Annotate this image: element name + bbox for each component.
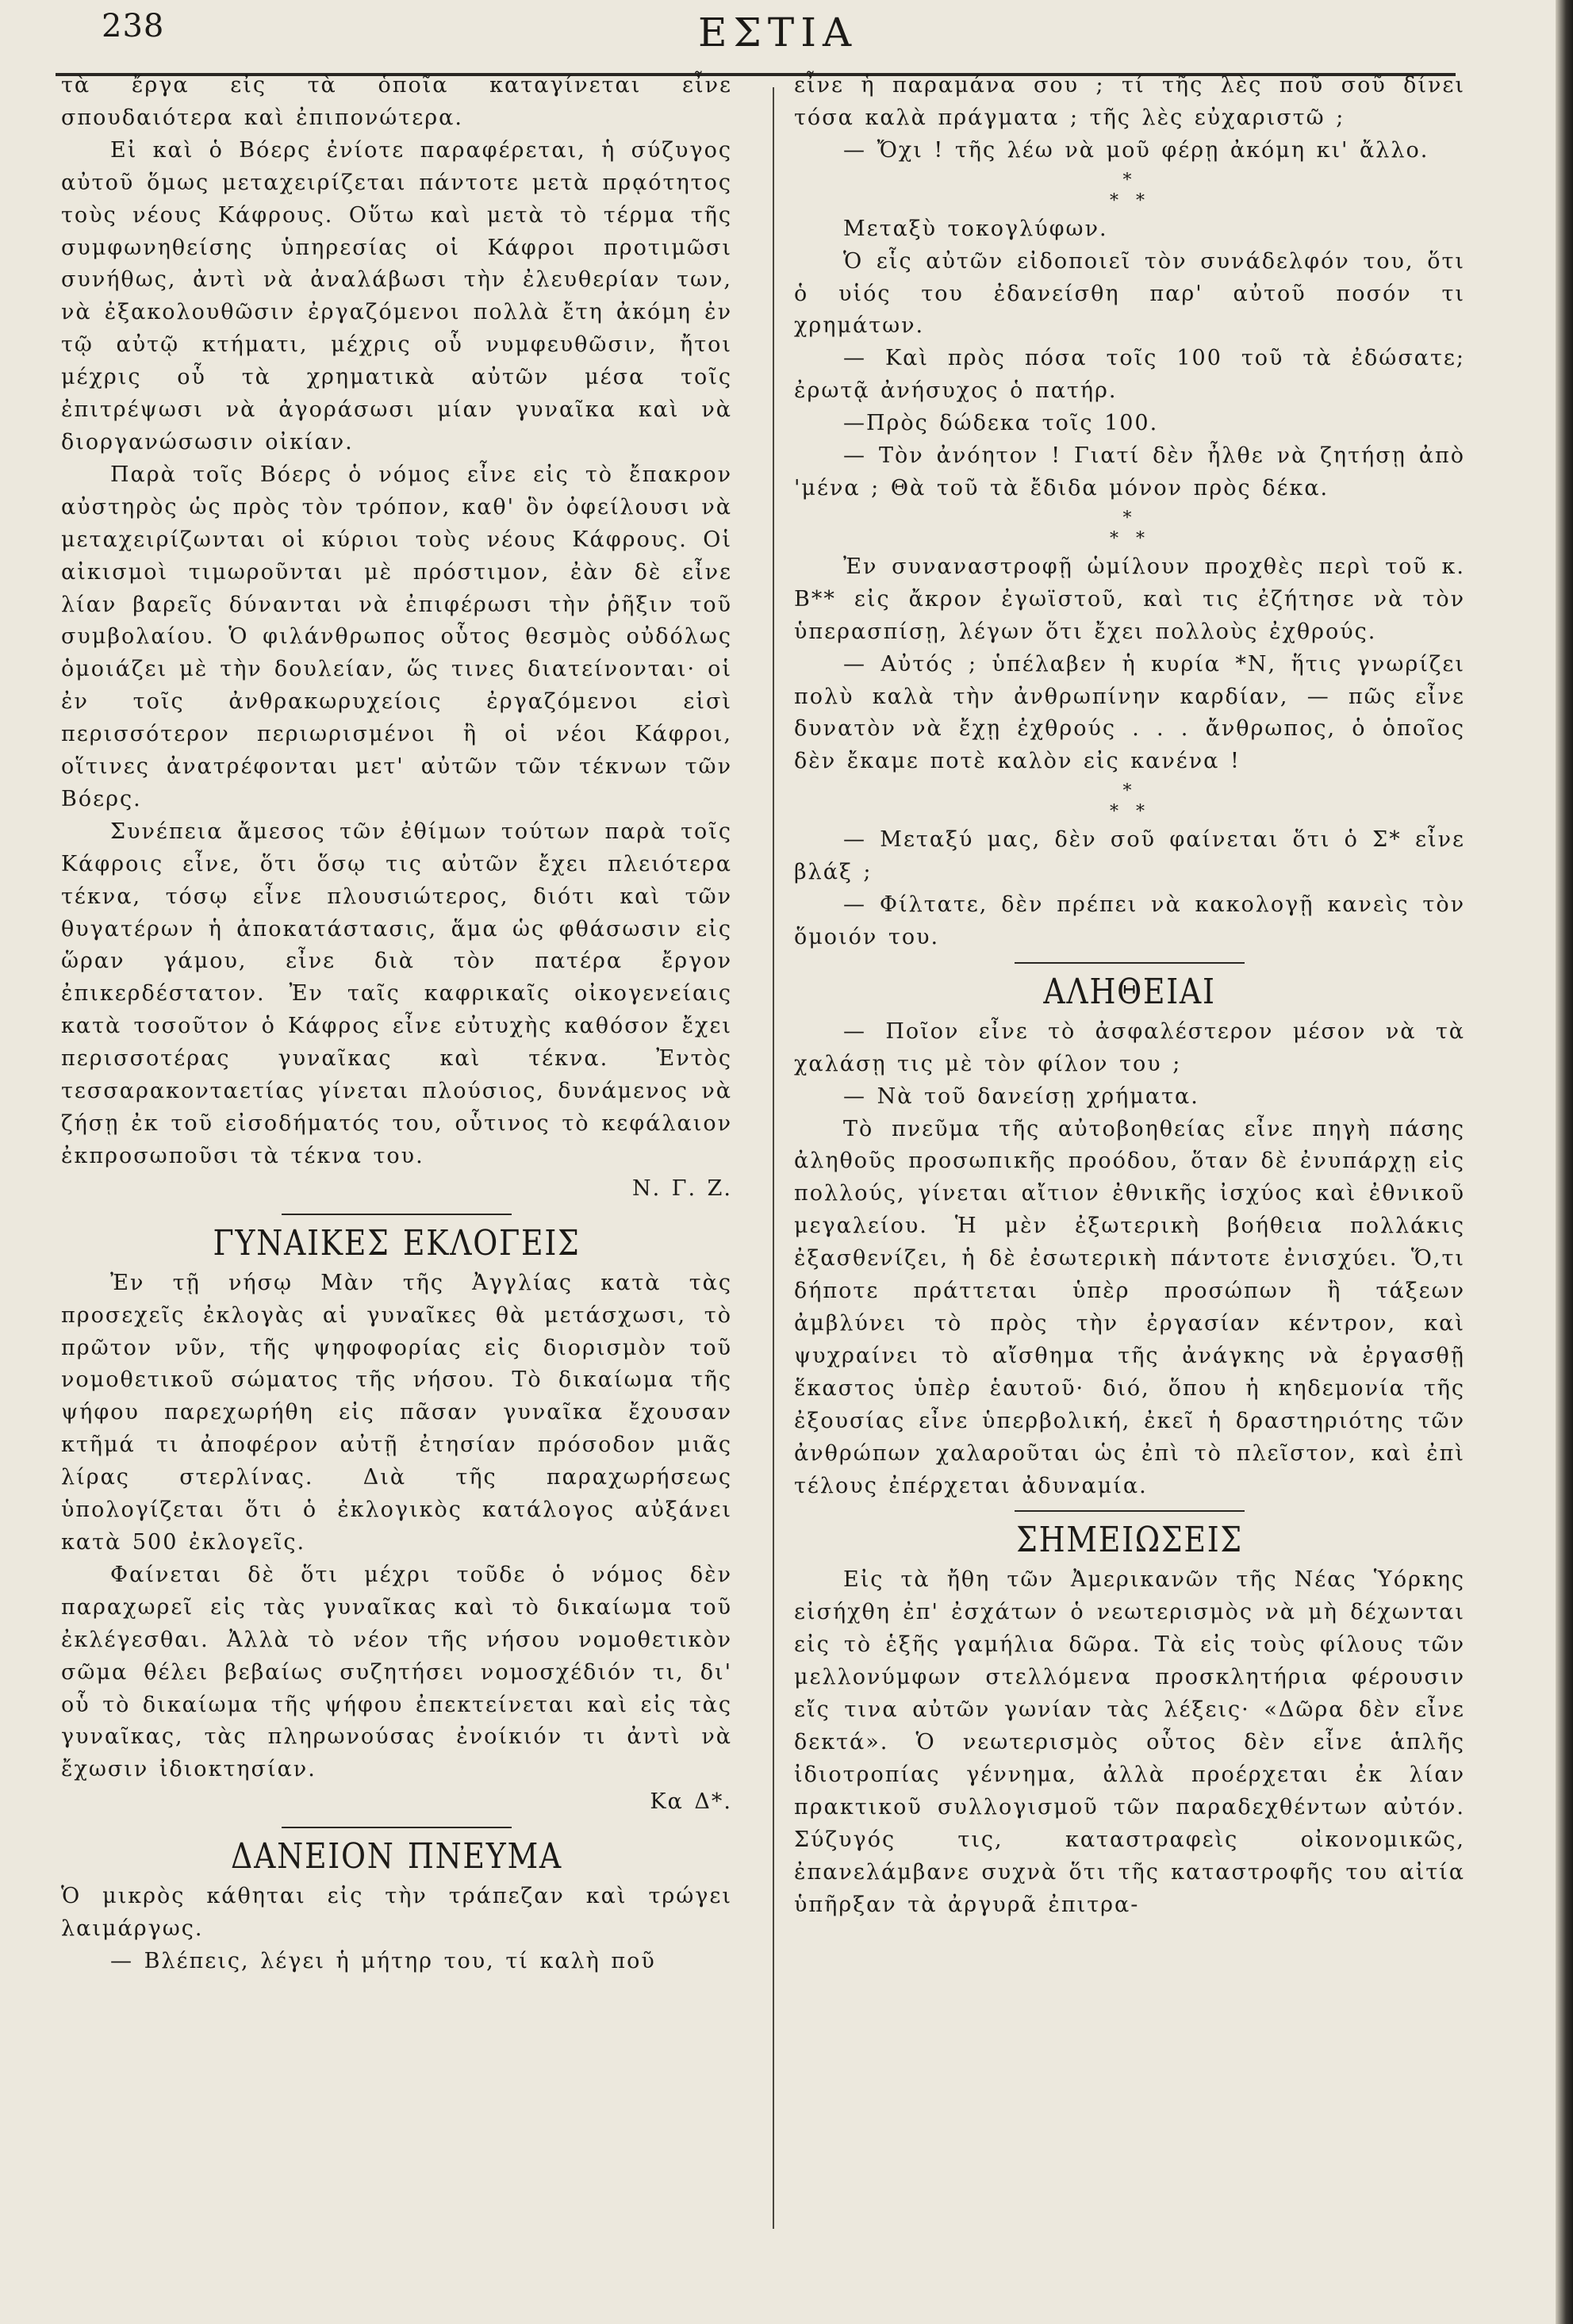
article-signature: Ν. Γ. Ζ. [631, 1175, 732, 1201]
left-column [61, 70, 732, 1978]
paragraph: — Τὸν ἀνόητον ! Γιατί δὲν ἦλθε νὰ ζητήσῃ ἀπὸ 'μένα ; Θὰ τοῦ τὰ ἔδιδα μόνον πρὸς δέκα. [794, 443, 1465, 500]
paragraph: Εἰ καὶ ὁ Βόερς ἐνίοτε παραφέρεται, ἡ σύζυγος αὐτοῦ ὅμως μεταχειρίζεται πάντοτε μετὰ πρᾳότητος τοὺς νέους Κάφρους. Οὕτω καὶ μετὰ τὸ τέρμα τῆς συμφωνηθείσης ὑπηρεσίας οἱ Κάφροι προτιμῶσι συνήθως, ἀντὶ νὰ ἀναλάβωσι τὴν ἐλευθερίαν των, νὰ ἐξακολουθῶσιν ἐργαζόμενοι πολλὰ ἔτη ἀκόμη ἐν τῷ αὐτῷ κτήματι, μέχρις οὗ νυμφευθῶσιν, ἤτοι μέχρις οὗ τὰ χρηματικὰ αὐτῶν μέσα τοῖς ἐπιτρέψωσι νὰ ἀγοράσωσι μίαν γυναῖκα καὶ νὰ διοργανώσωσιν οἰκίαν. [61, 137, 732, 454]
paragraph: Εἰς τὰ ἤθη τῶν Ἀμερικανῶν τῆς Νέας Ὑόρκης εἰσήχθη ἐπ' ἐσχάτων ὁ νεωτερισμὸς νὰ μὴ δέχωνται εἰς τὸ ἑξῆς γαμήλια δῶρα. Τὰ εἰς τοὺς φίλους τῶν μελλονύμφων στελλόμενα προσκλητήρια φέρουσιν εἴς τινα αὐτῶν γωνίαν τὰς λέξεις· «Δῶρα δὲν εἶνε δεκτά». Ὁ νεωτερισμὸς οὗτος δὲν εἶνε ἁπλῆς ἰδιοτροπίας γέννημα, ἀλλὰ προέρχεται ἐκ λίαν πρακτικοῦ συλλογισμοῦ τῶν παραδεχθέντων αὐτόν. Σύζυγός τις, καταστραφεὶς οἰκονομικῶς, ἐπανελάμβανε συχνὰ ὅτι τῆς καταστροφῆς του αἰτία ὑπῆρξαν τὰ ἀργυρᾶ ἐπιτρα- [794, 1567, 1465, 1917]
paragraph: εἶνε ἡ παραμάνα σου ; τί τῆς λὲς ποῦ σοῦ δίνει τόσα καλὰ πράγματα ; τῆς λὲς εὐχαριστῶ ; [794, 73, 1465, 130]
paragraph: Φαίνεται δὲ ὅτι μέχρι τοῦδε ὁ νόμος δὲν παραχωρεῖ εἰς τὰς γυναῖκας καὶ τὸ δικαίωμα τοῦ ἐκλέγεσθαι. Ἀλλὰ τὸ νέον τῆς νήσου νομοθετικὸν σῶμα θέλει βεβαίως συζητήσει νομοσχέδιόν τι, δι' οὗ τὸ δικαίωμα τῆς ψήφου ἐπεκτείνεται καὶ εἰς τὰς γυναῖκας, τὰς πληρωνούσας ἐνοίκιόν τι ἀντὶ νὰ ἔχωσιν ἰδιοκτησίαν. [61, 1562, 732, 1782]
running-title: ΕΣΤΙΑ [698, 10, 858, 56]
section-heading: ΣΗΜΕΙΩΣΕΙΣ [1016, 1520, 1243, 1561]
column-divider [773, 87, 774, 2229]
asterism-separator: * * * [1110, 170, 1149, 211]
book-binding-edge [1556, 0, 1573, 2324]
paragraph: — Μεταξύ μας, δὲν σοῦ φαίνεται ὅτι ὁ Σ* εἶνε βλάξ ; [794, 827, 1465, 885]
asterism-separator: * * * [1110, 508, 1149, 549]
paragraph: — Νὰ τοῦ δανείσῃ χρήματα. [843, 1083, 1199, 1109]
section-heading: ΔΑΝΕΙΟΝ ΠΝΕΥΜΑ [231, 1836, 562, 1877]
right-column [794, 70, 1465, 1921]
section-rule [1015, 1510, 1245, 1512]
paragraph: — Βλέπεις, λέγει ἡ μήτηρ του, τί καλὴ ποῦ [110, 1948, 656, 1973]
paragraph: — Ὄχι ! τῆς λέω νὰ μοῦ φέρῃ ἀκόμη κι' ἄλλο. [843, 137, 1429, 163]
paragraph: — Αὐτός ; ὑπέλαβεν ἡ κυρία *Ν, ἥτις γνωρίζει πολὺ καλὰ τὴν ἀνθρωπίνην καρδίαν, — πῶς εἶνε δυνατὸν νὰ ἔχῃ ἐχθρούς . . . ἄνθρωπος, ὁ ὁποῖος δὲν ἔκαμε ποτὲ καλὸν εἰς κανένα ! [794, 651, 1465, 774]
paragraph: Τὸ πνεῦμα τῆς αὐτοβοηθείας εἶνε πηγὴ πάσης ἀληθοῦς προσωπικῆς προόδου, ὅταν δὲ ἐνυπάρχῃ εἰς πολλούς, γίνεται αἴτιον ἐθνικῆς ἰσχύος καὶ ἐθνικοῦ μεγαλείου. Ἡ μὲν ἐξωτερικὴ βοήθεια πολλάκις ἐξασθενίζει, ἡ δὲ ἐσωτερικὴ πάντοτε ἐνισχύει. Ὅ,τι δήποτε πράττεται ὑπὲρ προσώπων ἢ τάξεων ἀμβλύνει τὸ πρὸς τὴν ἐργασίαν κέντρον, καὶ ψυχραίνει τὸ αἴσθημα τῆς ἀνάγκης νὰ ἐργασθῇ ἕκαστος ὑπὲρ ἑαυτοῦ· διό, ὅπου ἡ κηδεμονία τῆς ἐξουσίας εἶνε ὑπερβολική, ἐκεῖ ἡ δραστηριότης τῶν ἀνθρώπων χαλαροῦται ὡς ἐπὶ τὸ πλεῖστον, καὶ ἐπὶ τέλους ἐπέρχεται ἀδυναμία. [794, 1116, 1465, 1498]
section-rule [282, 1214, 512, 1215]
paragraph: —Πρὸς δώδεκα τοῖς 100. [843, 411, 1159, 436]
paragraph: — Ποῖον εἶνε τὸ ἀσφαλέστερον μέσον νὰ τὰ χαλάσῃ τις μὲ τὸν φίλον του ; [794, 1018, 1465, 1076]
paragraph: τὰ ἔργα εἰς τὰ ὁποῖα καταγίνεται εἶνε σπουδαιότερα καὶ ἐπιπονώτερα. [61, 73, 732, 130]
section-rule [1015, 962, 1245, 964]
paragraph: — Καὶ πρὸς πόσα τοῖς 100 τοῦ τὰ ἐδώσατε; ἐρωτᾷ ἀνήσυχος ὁ πατήρ. [794, 346, 1465, 404]
paragraph: Ἐν συναναστροφῇ ὡμίλουν προχθὲς περὶ τοῦ κ. Β** εἰς ἄκρον ἐγωϊστοῦ, καὶ τις ἐζήτησε νὰ τὸν ὑπερασπίσῃ, λέγων ὅτι ἔχει πολλοὺς ἐχθρούς. [794, 554, 1465, 644]
paragraph: Μεταξὺ τοκογλύφων. [843, 216, 1108, 241]
section-heading: ΑΛΗΘΕΙΑΙ [1043, 971, 1216, 1012]
section-heading: ΓΥΝΑΙΚΕΣ ΕΚΛΟΓΕΙΣ [213, 1222, 581, 1264]
paragraph: Συνέπεια ἄμεσος τῶν ἐθίμων τούτων παρὰ τοῖς Κάφροις εἶνε, ὅτι ὅσῳ τις αὐτῶν ἔχει πλειότερα τέκνα, τόσῳ εἶνε πλουσιώτερος, διότι καὶ τῶν θυγατέρων ἡ ἀποκατάστασις, ἅμα ὡς φθάσωσιν εἰς ὥραν γάμου, εἶνε διὰ τὸν πατέρα ἔργον ἐπικερδέστατον. Ἐν ταῖς καφρικαῖς οἰκογενείαις κατὰ τοσοῦτον ὁ Κάφρος εἶνε εὐτυχὴς καθόσον ἔχει περισσοτέρας γυναῖκας καὶ τέκνα. Ἐντὸς τεσσαρακονταετίας γίνεται πλούσιος, δυνάμενος νὰ ζήσῃ ἐκ τοῦ εἰσοδήματός του, οὗτινος τὸ κεφάλαιον ἐκπροσωποῦσι τὰ τέκνα του. [61, 819, 732, 1168]
paragraph: Παρὰ τοῖς Βόερς ὁ νόμος εἶνε εἰς τὸ ἔπακρον αὐστηρὸς ὡς πρὸς τὸν τρόπον, καθ' ὃν ὀφείλουσι νὰ μεταχειρίζωνται οἱ κύριοι τοὺς νέους Κάφρους. Οἱ αἰκισμοὶ τιμωροῦνται μὲ πρόστιμον, ἐὰν δὲ εἶνε λίαν βαρεῖς δύνανται νὰ ἐπιφέρωσι τὴν ῥῆξιν τοῦ συμβολαίου. Ὁ φιλάνθρωπος οὗτος θεσμὸς οὐδόλως ὁμοιάζει μὲ τὴν δουλείαν, ὥς τινες διατείνονται· οἱ ἐν τοῖς ἀνθρακωρυχείοις ἐργαζόμενοι εἰσὶ περισσότερον περιωρισμένοι ἢ οἱ νέοι Κάφροι, οἵτινες ἀνατρέφονται μετ' αὐτῶν τῶν τέκνων τῶν Βόερς. [61, 462, 732, 811]
section-rule [282, 1827, 512, 1828]
paragraph: Ὁ μικρὸς κάθηται εἰς τὴν τράπεζαν καὶ τρώγει λαιμάργως. [61, 1884, 732, 1942]
paragraph: Ὁ εἷς αὐτῶν εἰδοποιεῖ τὸν συνάδελφόν του, ὅτι ὁ υἱός του ἐδανείσθη παρ' αὐτοῦ ποσόν τι χρημάτων. [794, 248, 1465, 339]
paragraph: Ἐν τῇ νήσῳ Μὰν τῆς Ἀγγλίας κατὰ τὰς προσεχεῖς ἐκλογὰς αἱ γυναῖκες θὰ μετάσχωσι, τὸ πρῶτον νῦν, τῆς ψηφοφορίας εἰς διορισμὸν τοῦ νομοθετικοῦ σώματος τῆς νήσου. Τὸ δικαίωμα τῆς ψήφου παρεχωρήθη εἰς πᾶσαν γυναῖκα ἔχουσαν κτῆμά τι ἀποφέρον αὐτῇ ἐτησίαν πρόσοδον μιᾶς λίρας στερλίνας. Διὰ τῆς παραχωρήσεως ὑπολογίζεται ὅτι ὁ ἐκλογικὸς κατάλογος αὐξάνει κατὰ 500 ἐκλογεῖς. [61, 1270, 732, 1555]
page-number: 238 [102, 8, 165, 44]
article-signature: Κα Δ*. [650, 1789, 732, 1815]
asterism-separator: * * * [1110, 781, 1149, 823]
paragraph: — Φίλτατε, δὲν πρέπει νὰ κακολογῇ κανεὶς τὸν ὅμοιόν του. [794, 892, 1465, 949]
